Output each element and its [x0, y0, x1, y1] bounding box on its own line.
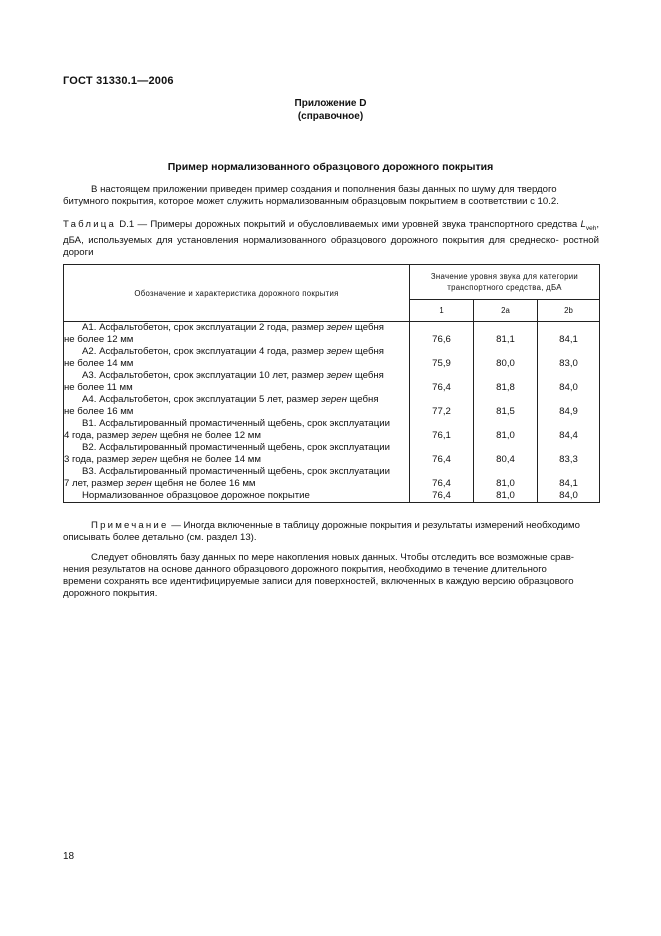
table-cell: 80,4 — [496, 454, 515, 465]
table-cell: 77,2 — [432, 406, 451, 417]
table-cell: 81,8 — [496, 382, 515, 393]
table-row-line2: 3 года, размер зерен щебня не более 14 мм — [64, 454, 261, 465]
table-cell: 76,4 — [432, 478, 451, 489]
table-cell: 84,1 — [559, 478, 578, 489]
table-cell: 81,0 — [496, 478, 515, 489]
table-cell: 76,1 — [432, 430, 451, 441]
table-caption — [63, 219, 599, 259]
intro-line: битумного покрытия, которое может служить нормализованным образцовым покрытием в соответствии с 10.2. — [63, 196, 559, 207]
table-cell: 76,4 — [432, 490, 451, 501]
table-cell: 76,4 — [432, 454, 451, 465]
note-label: Примечание — [91, 520, 169, 531]
table-cell: 84,0 — [559, 490, 578, 501]
table-row-line1: В2. Асфальтированный промастиченный щебень, срок эксплуатации — [82, 442, 390, 453]
table-row-line2: не более 12 мм — [64, 334, 134, 345]
category-1-values — [410, 322, 474, 503]
table-caption-label: Таблица — [63, 219, 117, 230]
table-row-line1: А3. Асфальтобетон, срок эксплуатации 10 лет, размер зерен щебня — [82, 370, 384, 381]
table-cell: 81,1 — [496, 334, 515, 345]
note-line: описывать более детально (см. раздел 13). — [63, 532, 257, 543]
table-cell: 80,0 — [496, 358, 515, 369]
closing-line: времени сохранять все идентифицируемые записи для поверхностей, включенных в каждую версию образцового — [63, 576, 574, 587]
header-sound-level-group — [410, 265, 600, 300]
table-cell: 76,6 — [432, 334, 451, 345]
table-caption-text: , дБА, используемых для установления нормализованного образцового дорожного покрытия для среднеско- — [63, 219, 600, 246]
table-cell: 75,9 — [432, 358, 451, 369]
section-heading: Пример нормализованного образцового дорожного покрытия — [167, 161, 494, 173]
header-description: Обозначение и характеристика дорожного покрытия — [64, 265, 410, 322]
table-cell: 81,0 — [496, 490, 515, 501]
table-caption-text: — Примеры дорожных покрытий и обусловливаемых ими уровней звука транспортного средства — [137, 219, 578, 230]
table-cell: 83,0 — [559, 358, 578, 369]
table-caption-text: ростной дороги — [63, 234, 599, 258]
table-cell: 81,0 — [496, 430, 515, 441]
road-surface-table — [63, 264, 600, 503]
closing-line: Следует обновлять базу данных по мере накопления новых данных. Чтобы отследить все возможные срав- — [91, 552, 574, 563]
header-category-1: 1 — [410, 300, 474, 322]
note-line: Примечание — Иногда включенные в таблицу дорожные покрытия и результаты измерений необходимо — [91, 520, 580, 531]
table-cell: 81,5 — [496, 406, 515, 417]
intro-line: В настоящем приложении приведен пример создания и пополнения базы данных по шуму для твердого — [91, 184, 557, 195]
table-caption-number: D.1 — [119, 219, 135, 230]
header-category-2b: 2b — [538, 300, 600, 322]
table-caption-symbol: L — [580, 219, 586, 230]
table-cell: 83,3 — [559, 454, 578, 465]
final-row-label: Нормализованное образцовое дорожное покрытие — [82, 490, 310, 501]
table-row-line2: не более 14 мм — [64, 358, 134, 369]
closing-line: дорожного покрытия. — [63, 588, 158, 599]
surface-names-column — [64, 322, 410, 503]
header-category-2a: 2а — [474, 300, 538, 322]
table-row-line1: А2. Асфальтобетон, срок эксплуатации 4 года, размер зерен щебня — [82, 346, 384, 357]
closing-paragraph — [63, 552, 599, 600]
table-cell: 84,0 — [559, 382, 578, 393]
table-row-line1: А4. Асфальтобетон, срок эксплуатации 5 лет, размер зерен щебня — [82, 394, 379, 405]
table-caption-symbol-sub: veh — [585, 224, 597, 232]
table-note — [63, 520, 599, 544]
table-row-line2: не более 16 мм — [64, 406, 134, 417]
table-row-line2: 4 года, размер зерен щебня не более 12 мм — [64, 430, 261, 441]
table-row-line1: В1. Асфальтированный промастиченный щебень, срок эксплуатации — [82, 418, 390, 429]
table-row-line1: А1. Асфальтобетон, срок эксплуатации 2 года, размер зерен щебня — [82, 322, 384, 333]
table-cell: 76,4 — [432, 382, 451, 393]
appendix-type: (справочное) — [297, 111, 364, 122]
table-row-line2: не более 11 мм — [64, 382, 133, 393]
category-2b-values — [538, 322, 600, 503]
table-cell: 84,1 — [559, 334, 578, 345]
table-cell: 84,4 — [559, 430, 578, 441]
intro-paragraph — [63, 184, 599, 208]
page-number: 18 — [63, 851, 75, 862]
category-2a-values — [474, 322, 538, 503]
table-row-line1: В3. Асфальтированный промастиченный щебень, срок эксплуатации — [82, 466, 390, 477]
table-cell: 84,9 — [559, 406, 578, 417]
table-row-line2: 7 лет, размер зерен щебня не более 16 мм — [64, 478, 256, 489]
closing-line: нения результатов на основе данного образцового дорожного покрытия, необходимо в течение длительного — [63, 564, 547, 575]
header-group-line: транспортного средства, дБА — [447, 283, 562, 293]
header-group-line: Значение уровня звука для категории — [430, 272, 579, 282]
standard-code: ГОСТ 31330.1—2006 — [63, 75, 174, 87]
appendix-title: Приложение D — [294, 98, 367, 109]
